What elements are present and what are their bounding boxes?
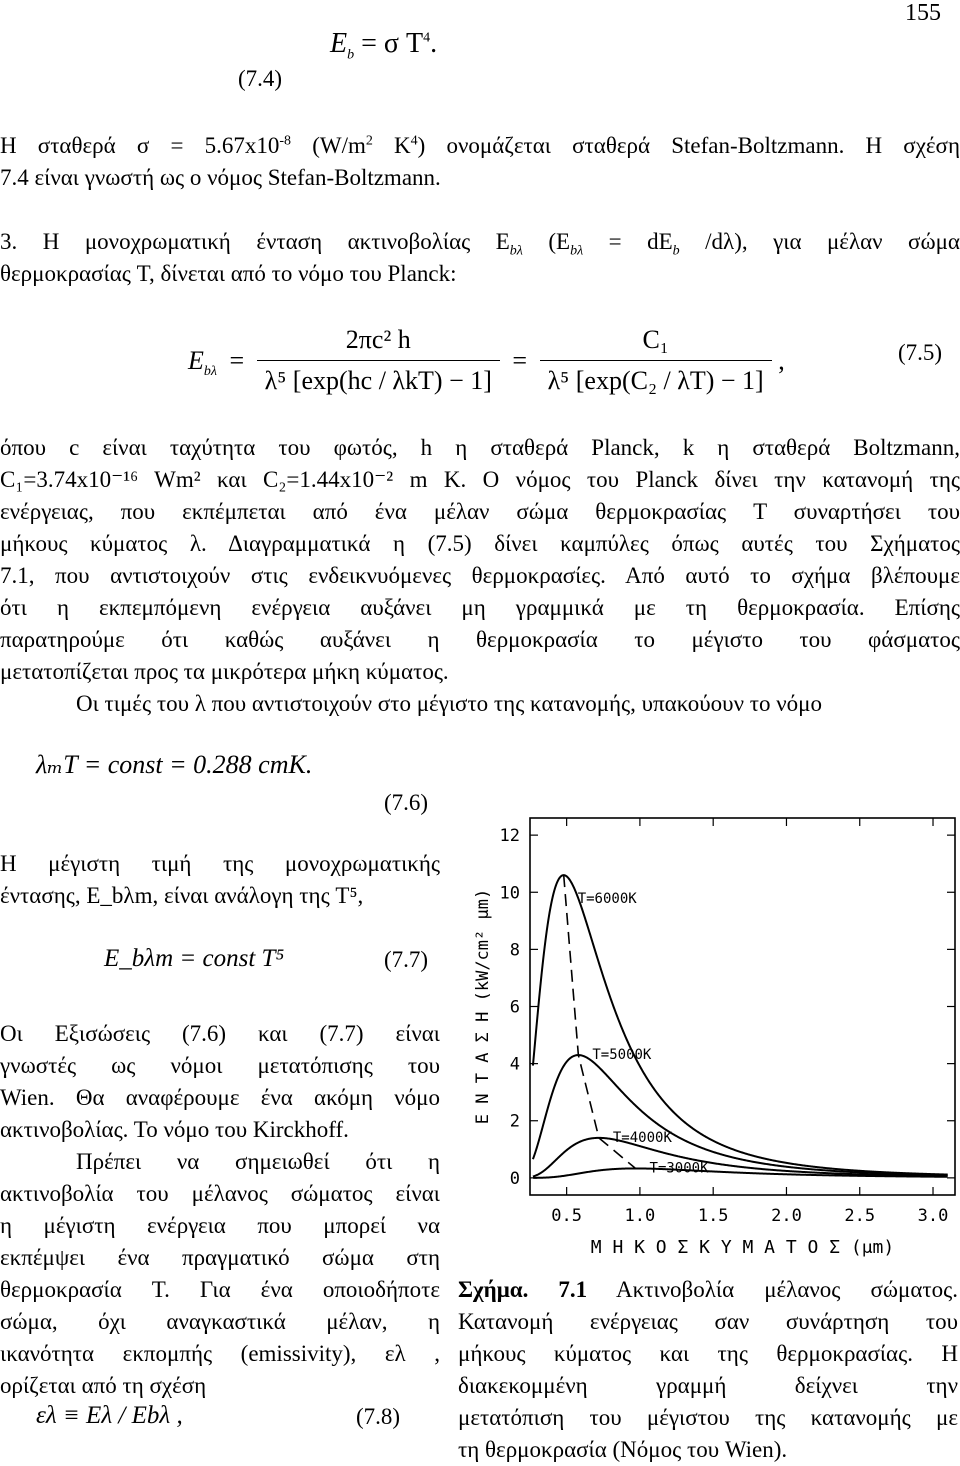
curve-label: T=6000K xyxy=(577,891,637,908)
eq75-den2: λ⁵ [exp(C₂ / λT) − 1] xyxy=(547,366,764,395)
curve-label: T=5000K xyxy=(592,1047,652,1064)
y-tick-label: 8 xyxy=(509,940,520,961)
p3-line: C₁=3.74x10⁻¹⁶ Wm² και C₂=1.44x10⁻² m K. Ο νόμος του Planck δίνει την κατανομή της xyxy=(0,467,960,492)
p2-text-c: = dE xyxy=(583,229,673,254)
eq75-fraction-1 xyxy=(257,320,500,401)
p3-line: όπου c είναι ταχύτητα του φωτός, h η σταθερά Planck, k η σταθερά Boltzmann, xyxy=(0,435,960,460)
x-axis-label: Μ Η Κ Ο Σ Κ Υ Μ Α Τ Ο Σ (μm) xyxy=(590,1237,895,1258)
eq74-end: . xyxy=(430,28,438,59)
x-tick-label: 1.5 xyxy=(697,1206,729,1226)
left-column xyxy=(0,848,440,912)
curve-t-5000k xyxy=(533,1055,948,1175)
lc-p1-line: Η μέγιστη τιμή της μονοχρωματικής xyxy=(0,851,440,876)
p2-text-b: (E xyxy=(522,229,571,254)
eq75-lhs-sub: bλ xyxy=(203,363,217,379)
y-tick-label: 12 xyxy=(499,826,520,847)
equation-7-8: ελ ≡ Eλ / Ebλ , xyxy=(36,1402,183,1429)
lc-p3-line: η μέγιστη ενέργεια που μπορεί να xyxy=(0,1213,440,1238)
paragraph-planck-intro xyxy=(0,226,960,258)
x-tick-label: 3.0 xyxy=(917,1206,949,1226)
eq74-number: (7.4) xyxy=(238,66,283,91)
eq78-number: (7.8) xyxy=(356,1404,401,1429)
figure-7-1 xyxy=(470,810,960,1270)
eq77-number: (7.7) xyxy=(384,947,429,972)
p2-text-d: /dλ), για μέλαν σώμα xyxy=(679,229,960,254)
p3-line: ότι η εκπεμπόμενη ενέργεια αυξάνει μη γραμμικά με τη θερμοκρασία. Επίσης xyxy=(0,595,960,620)
lc-p3-line: ικανότητα εκπομπής (emissivity), ελ , xyxy=(0,1341,440,1366)
y-tick-label: 2 xyxy=(509,1111,520,1132)
p2-sub3: b xyxy=(672,243,680,259)
p1-text-d: ) ονομάζεται σταθερά Stefan-Boltzmann. Η σχέση xyxy=(417,133,960,158)
equation-7-6: λₘT = const = 0.288 cmK. xyxy=(36,750,313,779)
lc-p3-line: ακτινοβολία του μέλανος σώματος είναι xyxy=(0,1181,440,1206)
p1-text-c: K xyxy=(372,133,411,158)
p2-sub1: bλ xyxy=(509,243,523,259)
y-tick-label: 6 xyxy=(509,997,520,1018)
p1-text-a: Η σταθερά σ = 5.67x10 xyxy=(0,133,280,158)
y-tick-label: 10 xyxy=(499,883,520,904)
paragraph-stefan xyxy=(0,130,960,162)
left-column-wien xyxy=(0,1018,440,1146)
p3-line: 7.1, που αντιστοιχούν στις ενδεικνυόμενες θερμοκρασίες. Από αυτό το σχήμα βλέπουμε xyxy=(0,563,960,588)
caption-line xyxy=(458,1274,958,1306)
figure-caption xyxy=(458,1274,958,1466)
eq75-den1: λ⁵ [exp(hc / λkT) − 1] xyxy=(264,366,492,395)
paragraph-stefan-line2: 7.4 είναι γνωστή ως ο νόμος Stefan-Boltzmann. xyxy=(0,165,441,190)
p2-sub2: bλ xyxy=(570,243,584,259)
lc-p1-line: έντασης, E_bλm, είναι ανάλογη της T⁵, xyxy=(0,883,364,908)
page-number: 155 xyxy=(905,0,941,26)
equation-7-7: E_bλm = const T⁵ xyxy=(104,945,285,972)
x-tick-label: 0.5 xyxy=(551,1206,582,1226)
p3-last-line: Οι τιμές του λ που αντιστοιχούν στο μέγιστο της κατανομής, υπακούουν το νόμο xyxy=(76,691,822,716)
lc-p2-line: ακτινοβολίας. Το νόμο του Kirckhoff. xyxy=(0,1117,349,1142)
eq75-fraction-2 xyxy=(540,320,772,401)
y-tick-label: 0 xyxy=(509,1168,520,1189)
p2-text-a: 3. Η μονοχρωματική ένταση ακτινοβολίας E xyxy=(0,229,510,254)
eq74-lhs: E xyxy=(330,28,348,59)
eq74-rhs: = σ T xyxy=(361,28,424,59)
eq74-sup: 4 xyxy=(423,30,431,46)
p1-text-b: (W/m xyxy=(291,133,366,158)
y-axis-label: Ε Ν Τ Α Σ Η (kW/cm² μm) xyxy=(473,888,493,1125)
p1-sup1: -8 xyxy=(279,133,292,149)
p1-sup3: 4 xyxy=(410,133,418,149)
caption-line: τη θερμοκρασία (Νόμος του Wien). xyxy=(458,1437,788,1462)
blackbody-chart xyxy=(470,810,960,1270)
paragraph-planck-description xyxy=(0,432,960,720)
y-tick-label: 4 xyxy=(509,1054,520,1075)
equation-7-5: $E_{b\lambda}$ = $\frac{\text{2πc² h}}{\text{λ⁵ [exp(hc / λkT) − 1]}}$ = $\frac{\text{C₁}}{\text{λ⁵ [exp(C₂ / λT) − 1]}}$ , xyxy=(188,320,785,401)
lc-p3-line: Πρέπει να σημειωθεί ότι η xyxy=(76,1149,440,1174)
eq75-lhs: E xyxy=(188,345,204,375)
eq74-lhs-sub: b xyxy=(347,47,355,63)
x-tick-label: 1.0 xyxy=(624,1206,656,1226)
eq75-num1: 2πc² h xyxy=(257,320,500,361)
equation-7-4 xyxy=(330,28,438,63)
curve-label: T=4000K xyxy=(612,1129,672,1146)
p3-line: παρατηρούμε ότι καθώς αυξάνει η θερμοκρασία το μέγιστο του φάσματος xyxy=(0,627,960,652)
lc-p3-line: θερμοκρασία T. Για ένα οποιοδήποτε xyxy=(0,1277,440,1302)
curve-label: T=3000K xyxy=(649,1160,709,1177)
lc-p2-line: γνωστές ως νόμοι μετατόπισης του xyxy=(0,1053,440,1078)
curve-t-6000k xyxy=(533,875,948,1177)
x-tick-label: 2.5 xyxy=(844,1206,876,1226)
caption-line: διακεκομμένη γραμμή δείχνει την xyxy=(458,1373,958,1398)
lc-p2-line: Οι Εξισώσεις (7.6) και (7.7) είναι xyxy=(0,1021,440,1046)
eq75-num2: C₁ xyxy=(540,320,772,361)
caption-line: μετατόπιση του μέγιστου της κατανομής με xyxy=(458,1405,958,1430)
left-column-emissivity xyxy=(0,1146,440,1402)
caption-line-1-rest: Ακτινοβολία μέλανος σώματος. xyxy=(587,1277,958,1302)
caption-line: Κατανομή ενέργειας σαν συνάρτηση του xyxy=(458,1309,958,1334)
p3-line: μετατοπίζεται προς τα μικρότερα μήκη κύματος. xyxy=(0,659,449,684)
p3-line: ενέργειας, που εκπέμπεται από ένα μέλαν σώμα θερμοκρασίας T συναρτήσει του xyxy=(0,499,960,524)
caption-label: Σχήμα. 7.1 xyxy=(458,1277,588,1302)
lc-p2-line: Wien. Θα αναφέρουμε ένα ακόμη νόμο xyxy=(0,1085,440,1110)
lc-p3-line: εκπέμψει ένα πραγματικό σώμα στη xyxy=(0,1245,440,1270)
lc-p3-line: σώμα, όχι αναγκαστικά μέλαν, η xyxy=(0,1309,440,1334)
wien-displacement-line xyxy=(564,875,636,1168)
lc-p3-line: ορίζεται από τη σχέση xyxy=(0,1373,207,1398)
caption-line: μήκους κύματος και της θερμοκρασίας. Η xyxy=(458,1341,958,1366)
p1-sup2: 2 xyxy=(365,133,373,149)
x-tick-label: 2.0 xyxy=(771,1206,802,1226)
p3-line: μήκους κύματος λ. Διαγραμματικά η (7.5) δίνει καμπύλες όπως αυτές του Σχήματος xyxy=(0,531,960,556)
eq76-number: (7.6) xyxy=(384,790,429,815)
eq75-number: (7.5) xyxy=(898,340,943,365)
paragraph-planck-line2: θερμοκρασίας T, δίνεται από το νόμο του Planck: xyxy=(0,261,457,286)
